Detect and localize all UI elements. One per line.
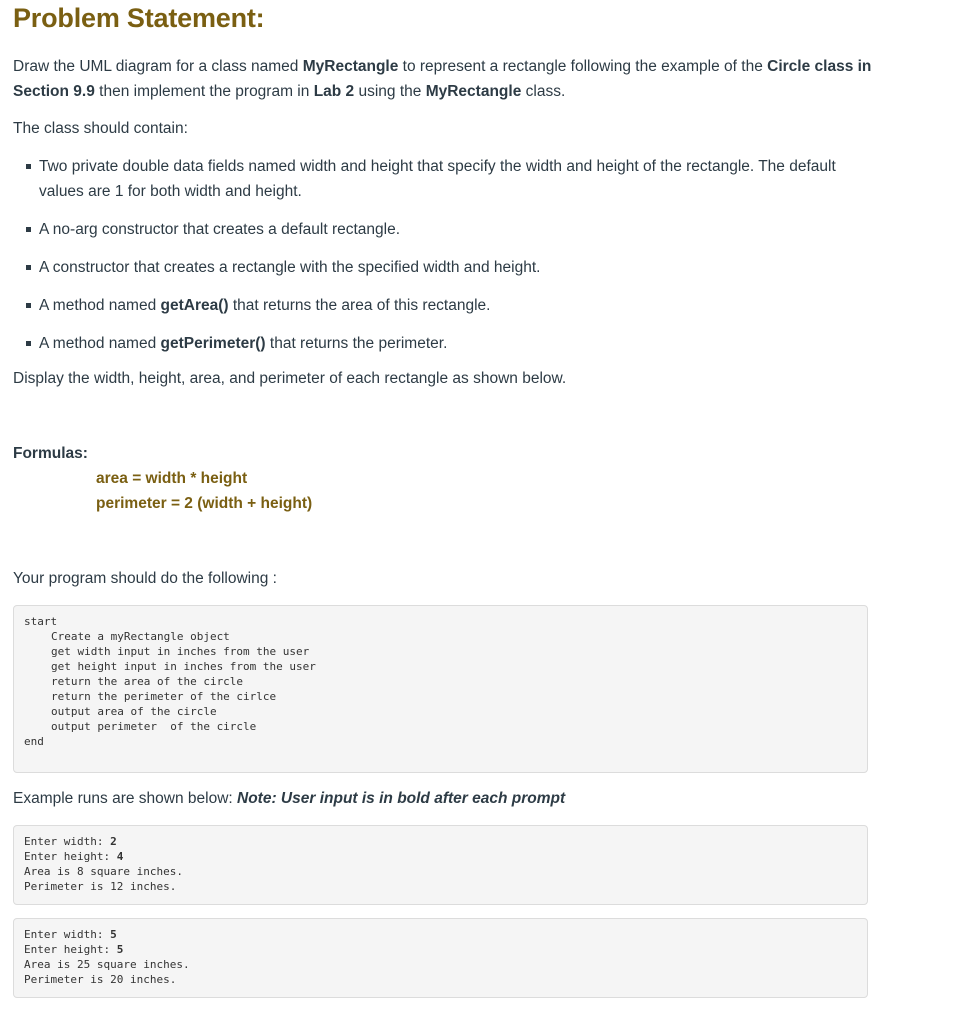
height-input: 5 [116,943,124,956]
pseudocode-step: get width input in inches from the user [51,645,310,658]
program-label: Your program should do the following : [13,570,277,587]
height-prompt-line [24,849,867,864]
pseudocode-end: end [24,735,44,748]
intro-text-3: then implement the program in [94,83,314,100]
requirement-text-after: that returns the area of this rectangle. [228,297,491,314]
requirement-text: A method named [39,335,161,352]
list-item [13,331,853,356]
width-prompt: Enter width: [24,928,111,941]
height-input: 4 [116,850,124,863]
width-prompt-line [24,834,867,849]
requirements-list [13,154,853,369]
requirement-text: Two private double data fields named width and height that specify the width and height of the rectangle. The default values are 1 for both width and height. [39,158,836,200]
example-note: Note: User input is in bold after each prompt [237,790,566,807]
list-item [13,293,853,318]
intro-text-4: using the [354,83,426,100]
display-text: Display the width, height, area, and perimeter of each rectangle as shown below. [13,370,567,387]
requirement-text: A no-arg constructor that creates a default rectangle. [39,221,401,238]
example-label [13,786,565,811]
width-prompt: Enter width: [24,835,111,848]
page-title: Problem Statement: [13,3,265,33]
area-output: Area is 8 square inches. [24,865,183,878]
area-formula: area = width * height [96,470,248,487]
pseudocode-step: output perimeter of the circle [51,720,257,733]
list-item [13,217,853,242]
intro-text-1: Draw the UML diagram for a class named [13,58,303,75]
width-prompt-line [24,927,867,942]
intro-text-2: to represent a rectangle following the example of the [398,58,768,75]
pseudocode-start: start [24,615,58,628]
height-prompt-line [24,942,867,957]
pseudocode-step: return the perimeter of the cirlce [51,690,277,703]
formulas-label: Formulas: [13,445,88,462]
class-contain-text: The class should contain: [13,120,188,137]
width-input: 2 [110,835,117,848]
bullet-icon [26,227,31,232]
example-run-2 [13,918,868,998]
bullet-icon [26,265,31,270]
perimeter-output: Perimeter is 20 inches. [24,973,177,986]
example-run-1 [13,825,868,905]
intro-bold-class-name: MyRectangle [302,58,399,75]
height-prompt: Enter height: [24,943,117,956]
perimeter-formula: perimeter = 2 (width + height) [96,495,313,512]
intro-bold-lab: Lab 2 [313,83,355,100]
example-label-text: Example runs are shown below: [13,790,238,807]
list-item [13,255,853,280]
requirement-method-name: getPerimeter() [160,335,266,352]
requirement-text: A constructor that creates a rectangle with the specified width and height. [39,259,541,276]
height-prompt: Enter height: [24,850,117,863]
intro-bold-circle-ref: Circle class in Section 9.9 [13,58,872,100]
bullet-icon [26,303,31,308]
pseudocode-step: get height input in inches from the user [51,660,316,673]
pseudocode-step: output area of the circle [51,705,217,718]
requirement-text: A method named [39,297,161,314]
pseudocode-step: Create a myRectangle object [51,630,230,643]
width-input: 5 [110,928,117,941]
pseudocode-step: return the area of the circle [51,675,244,688]
bullet-icon [26,164,31,169]
list-item [13,154,853,204]
area-output: Area is 25 square inches. [24,958,190,971]
requirement-text-after: that returns the perimeter. [265,335,448,352]
intro-bold-class-name-2: MyRectangle [425,83,522,100]
bullet-icon [26,341,31,346]
requirement-method-name: getArea() [160,297,229,314]
intro-text-5: class. [521,83,566,100]
intro-paragraph [13,54,873,104]
pseudocode-block [13,605,868,773]
perimeter-output: Perimeter is 12 inches. [24,880,177,893]
